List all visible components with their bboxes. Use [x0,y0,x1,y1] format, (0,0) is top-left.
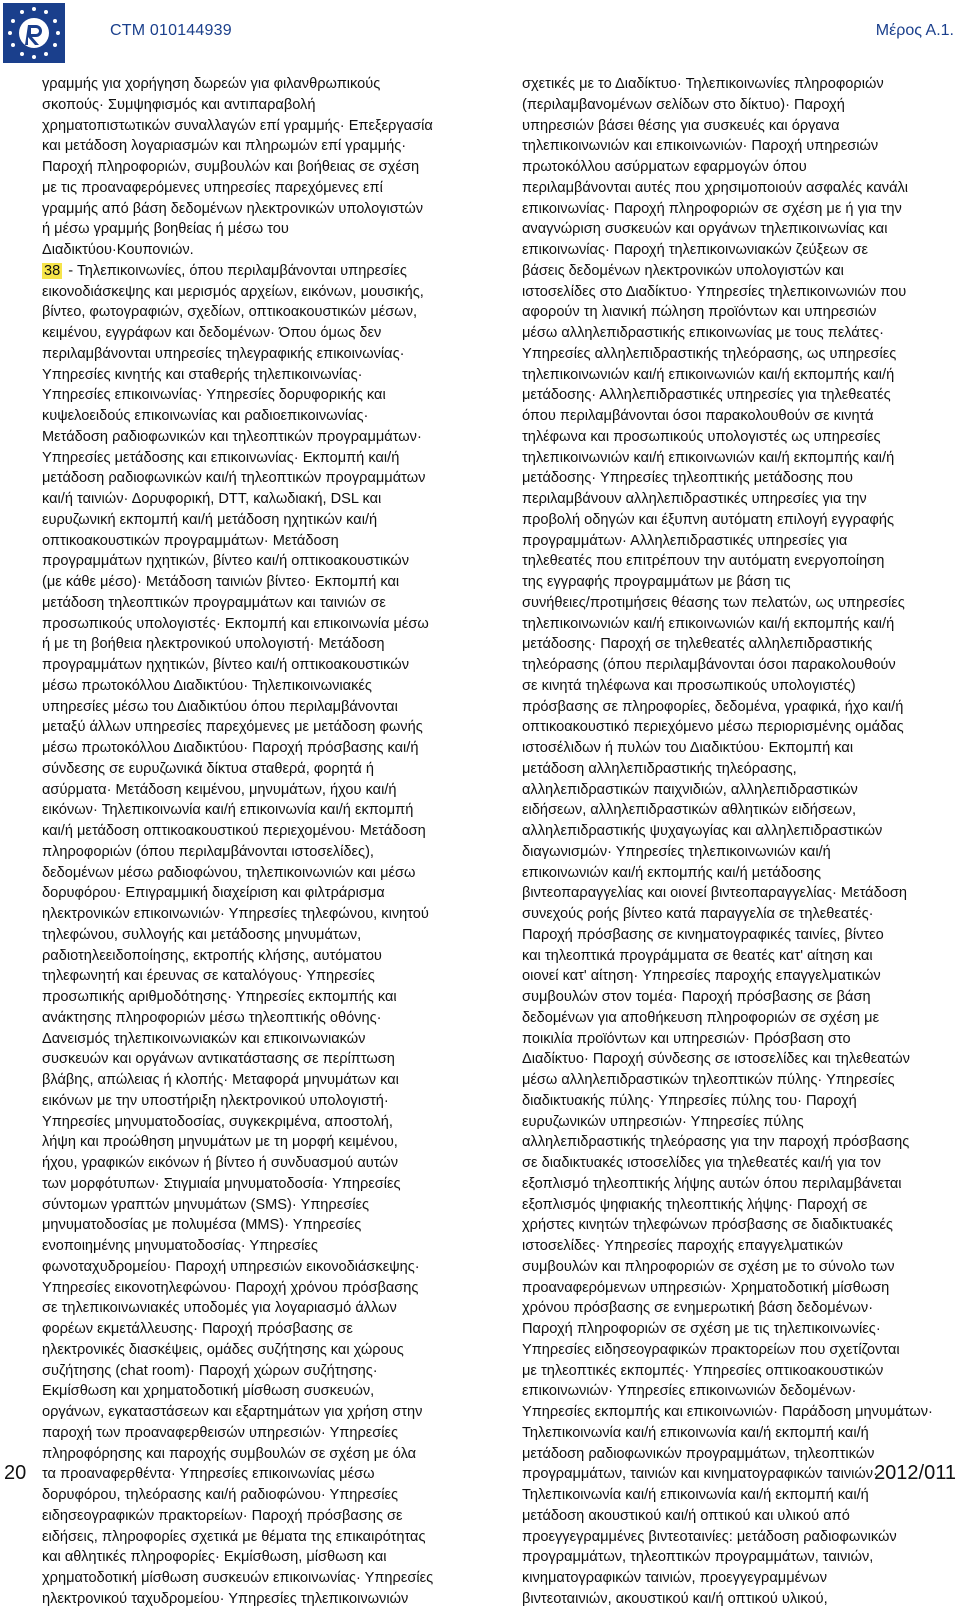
text-line: Υπηρεσίες ειδησεογραφικών πρακτορείων που σχετίζονται [522,1341,900,1358]
text-line: τηλεφώνου, συλλογής και μετάδοσης μηνυμάτων, [42,926,362,943]
text-line: βίντεο, φωτογραφιών, σχεδίων, οπτικοακουστικών μέσων, [42,304,418,321]
text-line: των μορφότυπων· Στιγμιαία μηνυματοδοσία· Υπηρεσίες [42,1175,401,1192]
text-line: δεδομένων μέσω ραδιοφώνου, τηλεπικοινωνιών και μέσω [42,864,416,881]
text-line: κυψελοειδούς επικοινωνίας και ραδιοεπικοινωνίας· [42,408,369,424]
class-number-badge: 38 [44,262,61,279]
text-line: εικόνων· Τηλεπικοινωνία και/ή επικοινωνία και/ή εκπομπή [42,802,414,819]
text-line: επικοινωνιών· Υπηρεσίες επικοινωνιών δεδομένων· [522,1383,857,1400]
text-line: Υπηρεσίες μετάδοσης και επικοινωνίας· Εκπομπή και/ή [42,449,400,466]
office-logo-icon [3,3,65,63]
text-line: δεδομένων για αποθήκευση πληροφοριών σε σχέση με [522,1009,880,1026]
text-line: ή με τη βοήθεια ηλεκτρονικού υπολογιστή· Μετάδοση [42,636,385,653]
text-line: προσωπικής αριθμοδότησης· Υπηρεσίες εκπομπής και [42,989,397,1005]
text-line: βλάβης, απώλειας ή κλοπής· Μεταφορά μηνυμάτων και [42,1072,399,1088]
text-line: μετάδοσης· Παροχή σε τηλεθεατές αλληλεπιδραστικής [522,636,873,653]
text-line: ειδήσεων, αλληλεπιδραστικών αθλητικών ειδήσεων, [522,802,857,819]
text-line: συμβουλών και πληροφοριών σε σχέση με το σύνολο των [522,1258,895,1275]
class-38-paragraph [42,261,442,1610]
right-column [522,74,933,1610]
text-line: φωνοταχυδρομείου· Παροχή υπηρεσιών εικονοδιάσκεψης· [42,1258,420,1275]
text-line: βάσεις δεδομένων ηλεκτρονικών υπολογιστών και [522,262,844,279]
text-line [42,261,442,282]
text-line: σε τηλεπικοινωνιακές υποδομές για λογαριασμό άλλων [42,1300,397,1317]
text-line: όπου περιλαμβάνονται όσοι παρακολουθούν σε κινητά [522,408,874,424]
text-line: μετάδοσης· Υπηρεσίες τηλεοπτικής μετάδοσης που [522,470,854,487]
text-line: σε κινητά τηλέφωνα και προσωπικούς υπολογιστές) [522,677,856,694]
text-line: φορέων εκμετάλλευσης· Παροχή πρόσβασης σε [42,1321,353,1337]
issue-number: 2012/011 [874,1462,956,1484]
text-line: ή μέσω γραμμής βοηθείας ή μέσω του [42,221,289,238]
text-line: μετάδοση ραδιοφωνικών προγραμμάτων, τηλεοπτικών [522,1445,875,1462]
text-line: τηλεπικοινωνιών και/ή επικοινωνιών και/ή εκπομπής και/ή [522,366,895,383]
text-line: τηλεφωνητή και έρευνας σε καταλόγους· Υπηρεσίες [42,968,375,985]
text-line: μετάδοση αλληλεπιδραστικής τηλεόρασης, [522,760,797,777]
text-line: παροχή των προαναφερθεισών υπηρεσιών· Υπηρεσίες [42,1424,399,1441]
text-line: αναγνώριση συσκευών και οργάνων τηλεπικοινωνίας και [522,221,888,238]
text-line: ραδιοτηλεειδοποίησης, εκτροπής κλήσης, αυτόματου [42,947,382,964]
text-line: ευρυζωνικών υπηρεσιών· Υπηρεσίες πύλης [522,1113,804,1130]
text-line: Υπηρεσίες επικοινωνίας· Υπηρεσίες δορυφορικής και [42,387,386,404]
text-line: Υπηρεσίες αλληλεπιδραστικής τηλεόρασης, ως υπηρεσίες [522,345,897,362]
text-line: διαδικτυακής πύλης· Υπηρεσίες πύλης του· Παροχή [522,1092,857,1109]
text-line: βιντεοπαραγγελίας και οιονεί βιντεοπαραγγελίας· Μετάδοση [522,885,907,902]
text-line: ειδήσεις, πληροφορίες σχετικά με θέματα της επικαιρότητας [42,1528,426,1545]
text-line: ασύρματα· Μετάδοση κειμένου, μηνυμάτων, ήχου και/ή [42,781,397,798]
text-line: αλληλεπιδραστικής τηλεόρασης για την παροχή πρόσβασης [522,1134,910,1151]
text-line: και αθλητικές πληροφορίες· Εκμίσθωση, μίσθωση και [42,1549,387,1566]
text-line: χρηματοπιστωτικών συναλλαγών επί γραμμής· Επεξεργασία [42,117,433,134]
text-line: αλληλεπιδραστικής ψυχαγωγίας και αλληλεπιδραστικών [522,823,883,839]
text-line: λήψη και προώθηση μηνυμάτων με τη μορφή κειμένου, [42,1134,398,1151]
text-line: δορυφόρου, τηλεόρασης και/ή ραδιοφώνου· Υπηρεσίες [42,1487,399,1503]
text-line: προγραμμάτων, τηλεοπτικών προγραμμάτων, ταινιών, [522,1549,874,1566]
text-line: προγραμμάτων, ταινιών και κινηματογραφικών ταινιών· [522,1466,878,1483]
text-line: ιστοσελίδες· Υπηρεσίες παροχής επαγγελματικών [522,1238,843,1254]
text-line: σύνδεσης σε ευρυζωνικά δίκτυα σταθερά, φορητά ή [42,760,374,777]
text-line: μέσω πρωτοκόλλου Διαδικτύου· Τηλεπικοινωνιακές [42,677,372,694]
text-line: μετάδοση τηλεοπτικών προγραμμάτων και ταινιών σε [42,594,386,611]
document-part: Μέρος Α.1. [875,22,954,39]
text-line: διαγωνισμών· Υπηρεσίες τηλεπικοινωνιών και/ή [522,843,831,860]
text-line: κινηματογραφικών ταινιών, προεγγεγραμμένων [522,1570,828,1586]
text-line: τηλέφωνα και προσωπικούς υπολογιστές ως υπηρεσίες [522,428,881,445]
text-line: ανάκτησης πληροφοριών μέσω τηλεοπτικής οθόνης· [42,1009,382,1026]
text-line: μετάδοση ραδιοφωνικών και/ή τηλεοπτικών προγραμμάτων [42,470,426,487]
text-line: εξοπλισμός ψηφιακής τηλεοπτικής λήψης· Παροχή σε [522,1196,868,1213]
text-line: ιστοσέλιδων ή πυλών του Διαδικτύου· Εκπομπή και [522,740,854,756]
text-line: πρόσβασης σε πληροφορίες, δεδομένα, γραφικά, ήχο και/ή [522,698,904,715]
page-header [0,0,960,64]
text-line: ηλεκτρονικών επικοινωνιών· Υπηρεσίες τηλεφώνου, κινητού [42,906,429,922]
text-line: σύντομων γραπτών μηνυμάτων (SMS)· Υπηρεσίες [42,1196,369,1213]
text-line: προσωπικούς υπολογιστές· Εκπομπή και επικοινωνία μέσω [42,615,429,632]
text-line: χρήστες κινητών τηλεφώνων πρόσβασης σε διαδικτυακές [522,1217,893,1234]
text-line: χρηματοδοτική μίσθωση συσκευών επικοινωνίας· Υπηρεσίες [42,1570,434,1586]
text-line: μέσω αλληλεπιδραστικών τηλεοπτικών πύλης· Υπηρεσίες [522,1072,895,1088]
text-line: βιντεοταινιών, ακουστικού και/ή οπτικού υλικού, [522,1590,828,1607]
text-line: τα προαναφερθέντα· Υπηρεσίες επικοινωνίας μέσω [42,1466,375,1483]
text-line: της εγγραφής προγραμμάτων με βάση τις [522,574,791,590]
text-line: ευρυζωνική εκπομπή και/ή μετάδοση ηχητικών και/ή [42,511,378,528]
text-line: ενοποιημένης μηνυματοδοσίας· Υπηρεσίες [42,1238,318,1254]
text-line: ιστοσελίδες στο Διαδίκτυο· Υπηρεσίες τηλεπικοινωνιών που [522,283,907,300]
text-line: δορυφόρου· Επιγραμμική διαχείριση και φιλτράρισμα [42,885,385,902]
text-line: επικοινωνιών και/ή εκπομπής και/ή μετάδοσης [522,864,822,881]
text-line: συμβουλών στον τομέα· Παροχή πρόσβασης σε βάση [522,989,871,1005]
text-line: μέσω αλληλεπιδραστικής επικοινωνίας με τους πελάτες· [522,325,885,341]
page-number: 20 [4,1462,27,1484]
text-line: ήχου, γραφικών εικόνων ή βίντεο ή συνδυασμού αυτών [42,1155,399,1171]
text-line: οιονεί κατ' αίτηση· Υπηρεσίες παροχής επαγγελματικών [522,968,881,985]
text-line: Διαδικτύου·Κουπονιών. [42,242,194,258]
text-line: προγραμμάτων· Αλληλεπιδραστικές υπηρεσίες για [522,532,848,549]
text-line: μετάδοσης· Αλληλεπιδραστικές υπηρεσίες για τηλεθεατές [522,387,891,404]
text-line: Τηλεπικοινωνία και/ή επικοινωνία και/ή εκπομπή και/ή [522,1487,869,1503]
text-line: μέσω πρωτοκόλλου Διαδικτύου· Παροχή πρόσβασης και/ή [42,740,419,756]
text-line: ποικιλία προϊόντων και υπηρεσιών· Πρόσβαση στο [522,1030,851,1047]
text-line-content: - Τηλεπικοινωνίες, όπου περιλαμβάνονται υπηρεσίες [64,262,407,279]
text-line: προαναφερόμενων υπηρεσιών· Χρηματοδοτική μίσθωση [522,1279,890,1296]
text-line: Υπηρεσίες μηνυματοδοσίας, συγκεκριμένα, αποστολή, [42,1113,393,1130]
text-line: περιλαμβάνουν αλληλεπιδραστικές υπηρεσίες για την [522,491,867,507]
text-line: αλληλεπιδραστικών παιχνιδιών, αλληλεπιδραστικών [522,781,858,798]
text-line: μετάδοση ακουστικού και/ή οπτικού και υλικού από [522,1507,850,1524]
text-line: τηλεόρασης (όπου περιλαμβάνονται όσοι παρακολουθούν [522,657,896,673]
text-line: γραμμής για χορήγηση δωρεών για φιλανθρωπικούς [42,76,381,92]
text-line: υπηρεσιών βάσει θέσης για συσκευές και όργανα [522,117,840,134]
text-line: υπηρεσίες μέσω του Διαδικτύου όπου περιλαμβάνονται [42,698,398,715]
text-line: Τηλεπικοινωνία και/ή επικοινωνία και/ή εκπομπή και/ή [522,1424,869,1441]
text-line: ειδησεογραφικών πρακτορείων· Παροχή πρόσβασης σε [42,1507,403,1524]
text-line: Υπηρεσίες κινητής και σταθερής τηλεπικοινωνίας· [42,366,363,383]
document-number: CTM 010144939 [110,22,232,39]
text-line: γραμμής από βάση δεδομένων ηλεκτρονικών υπολογιστών [42,200,424,217]
text-line: συνήθειες/προτιμήσεις θέασης των πελατών, ως υπηρεσίες [522,594,905,611]
left-column [42,74,442,1610]
text-line: Διαδίκτυο· Παροχή σύνδεσης σε ιστοσελίδες και τηλεθεατών [522,1051,910,1068]
text-line: εξοπλισμό τηλεοπτικής λήψης αυτών όπου περιλαμβάνεται [522,1175,902,1192]
text-line: μεταξύ άλλων υπηρεσίες παρεχόμενες με μετάδοση φωνής [42,719,423,736]
text-line: τηλεθεατές που επιτρέπουν την αυτόματη ενεργοποίηση [522,553,885,570]
text-line: μηνυματοδοσίας με πολυμέσα (MMS)· Υπηρεσίες [42,1217,362,1234]
text-line: πληροφοριών (όπου περιλαμβάνονται ιστοσελίδες), [42,843,374,860]
text-line: οπτικοακουστικό περιεχόμενο μέσω περιορισμένης ομάδας [522,719,904,736]
text-line: Παροχή πληροφοριών, συμβουλών και βοήθειας σε σχέση [42,159,420,175]
text-line: προγραμμάτων ηχητικών, βίντεο και/ή οπτικοακουστικών [42,657,409,673]
text-line: επικοινωνίας· Παροχή τηλεπικοινωνιακών ζεύξεων σε [522,242,868,258]
text-line: οπτικοακουστικών προγραμμάτων· Μετάδοση [42,532,339,549]
text-line: (με κάθε μέσο)· Μετάδοση ταινιών βίντεο· Εκπομπή και [42,574,400,590]
text-line: συσκευών και οργάνων αντικατάστασης σε περίπτωση [42,1051,395,1068]
text-line: (περιλαμβανομένων σελίδων στο δίκτυο)· Παροχή [522,96,845,113]
text-line: Εκμίσθωση και χρηματοδοτική μίσθωση συσκευών, [42,1383,375,1400]
text-line: Παροχή πληροφοριών σε σχέση με τις τηλεπικοινωνίες· [522,1321,881,1337]
text-line: Μετάδοση ραδιοφωνικών και τηλεοπτικών προγραμμάτων· [42,428,422,445]
text-line: και/ή ταινιών· Δορυφορική, DTT, καλωδιακή, DSL και [42,491,382,507]
text-line: χρόνου πρόσβασης σε ενημερωτική βάση δεδομένων· [522,1300,874,1317]
text-line: αφορούν τη λιανική πώληση προϊόντων και υπηρεσιών [522,304,877,321]
text-line: πληροφόρησης και παροχής συμβουλών σε σχέση με όλα [42,1445,417,1462]
text-line: οργάνων, εγκαταστάσεων και εξαρτημάτων για χρήση στην [42,1404,423,1420]
intro-paragraph [42,74,442,261]
text-line: επικοινωνίας· Παροχή πληροφοριών σε σχέση με ή για την [522,200,902,217]
text-line: Παροχή πρόσβασης σε κινηματογραφικές ταινίες, βίντεο [522,926,884,943]
text-line: με τις προαναφερόμενες υπηρεσίες παρεχόμενες επί [42,179,383,196]
text-line: σχετικές με το Διαδίκτυο· Τηλεπικοινωνίες πληροφοριών [522,76,884,92]
text-line: κειμένου, εγγράφων και δεδομένων· Όπου όμως δεν [42,325,382,341]
text-line: περιλαμβάνονται υπηρεσίες τηλεγραφικής επικοινωνίας· [42,345,405,362]
text-line: εικόνων με την υποστήριξη ηλεκτρονικού υπολογιστή· [42,1092,389,1109]
text-line: και μετάδοση λογαριασμών και πληρωμών επί γραμμής· [42,138,407,155]
text-line: ηλεκτρονικές διασκέψεις, ομάδες συζήτησης και χώρους [42,1341,404,1358]
text-line: προεγγεγραμμένες βιντεοταινίες: μετάδοση ραδιοφωνικών [522,1528,897,1545]
text-line: τηλεπικοινωνιών και/ή επικοινωνιών και/ή εκπομπής και/ή [522,449,895,466]
text-line: τηλεπικοινωνιών και επικοινωνιών· Παροχή υπηρεσιών [522,138,879,155]
text-line: προγραμμάτων ηχητικών, βίντεο και/ή οπτικοακουστικών [42,553,409,570]
text-line: Δανεισμός τηλεπικοινωνιακών και επικοινωνιακών [42,1030,366,1047]
text-line: εικονοδιάσκεψης και μερισμός αρχείων, εικόνων, μουσικής, [42,283,424,300]
text-line: σε διαδικτυακές ιστοσελίδες για τηλεθεατές και/ή για τον [522,1155,881,1171]
text-line: με τηλεοπτικές εκπομπές· Υπηρεσίες οπτικοακουστικών [522,1362,884,1379]
text-line: συζήτησης (chat room)· Παροχή χώρων συζήτησης· [42,1362,378,1379]
text-line: συνεχούς ροής βίντεο κατά παραγγελία σε τηλεθεατές· [522,906,874,922]
text-line: προβολή οδηγών και έξυπνη αυτόματη επιλογή εγγραφής [522,511,895,528]
text-line: Υπηρεσίες εκπομπής και επικοινωνιών· Παράδοση μηνυμάτων· [522,1404,933,1420]
text-line: και τηλεοπτικά προγράμματα σε θεατές κατ' αίτηση και [522,947,873,964]
text-line: περιλαμβάνονται αυτές που χρησιμοποιούν ασφαλές κανάλι [522,179,909,196]
text-line: πρωτοκόλλου ασύρματων εφαρμογών όπου [522,159,807,175]
text-line: ηλεκτρονικού ταχυδρομείου· Υπηρεσίες τηλεπικοινωνιών [42,1590,409,1607]
text-line: Υπηρεσίες εικονοτηλεφώνου· Παροχή χρόνου πρόσβασης [42,1279,419,1296]
text-line: σκοπούς· Συμψηφισμός και αντιπαραβολή [42,96,316,113]
text-line: και/ή μετάδοση οπτικοακουστικού περιεχομένου· Μετάδοση [42,823,426,839]
text-line: τηλεπικοινωνιών και/ή επικοινωνιών και/ή εκπομπής και/ή [522,615,895,632]
